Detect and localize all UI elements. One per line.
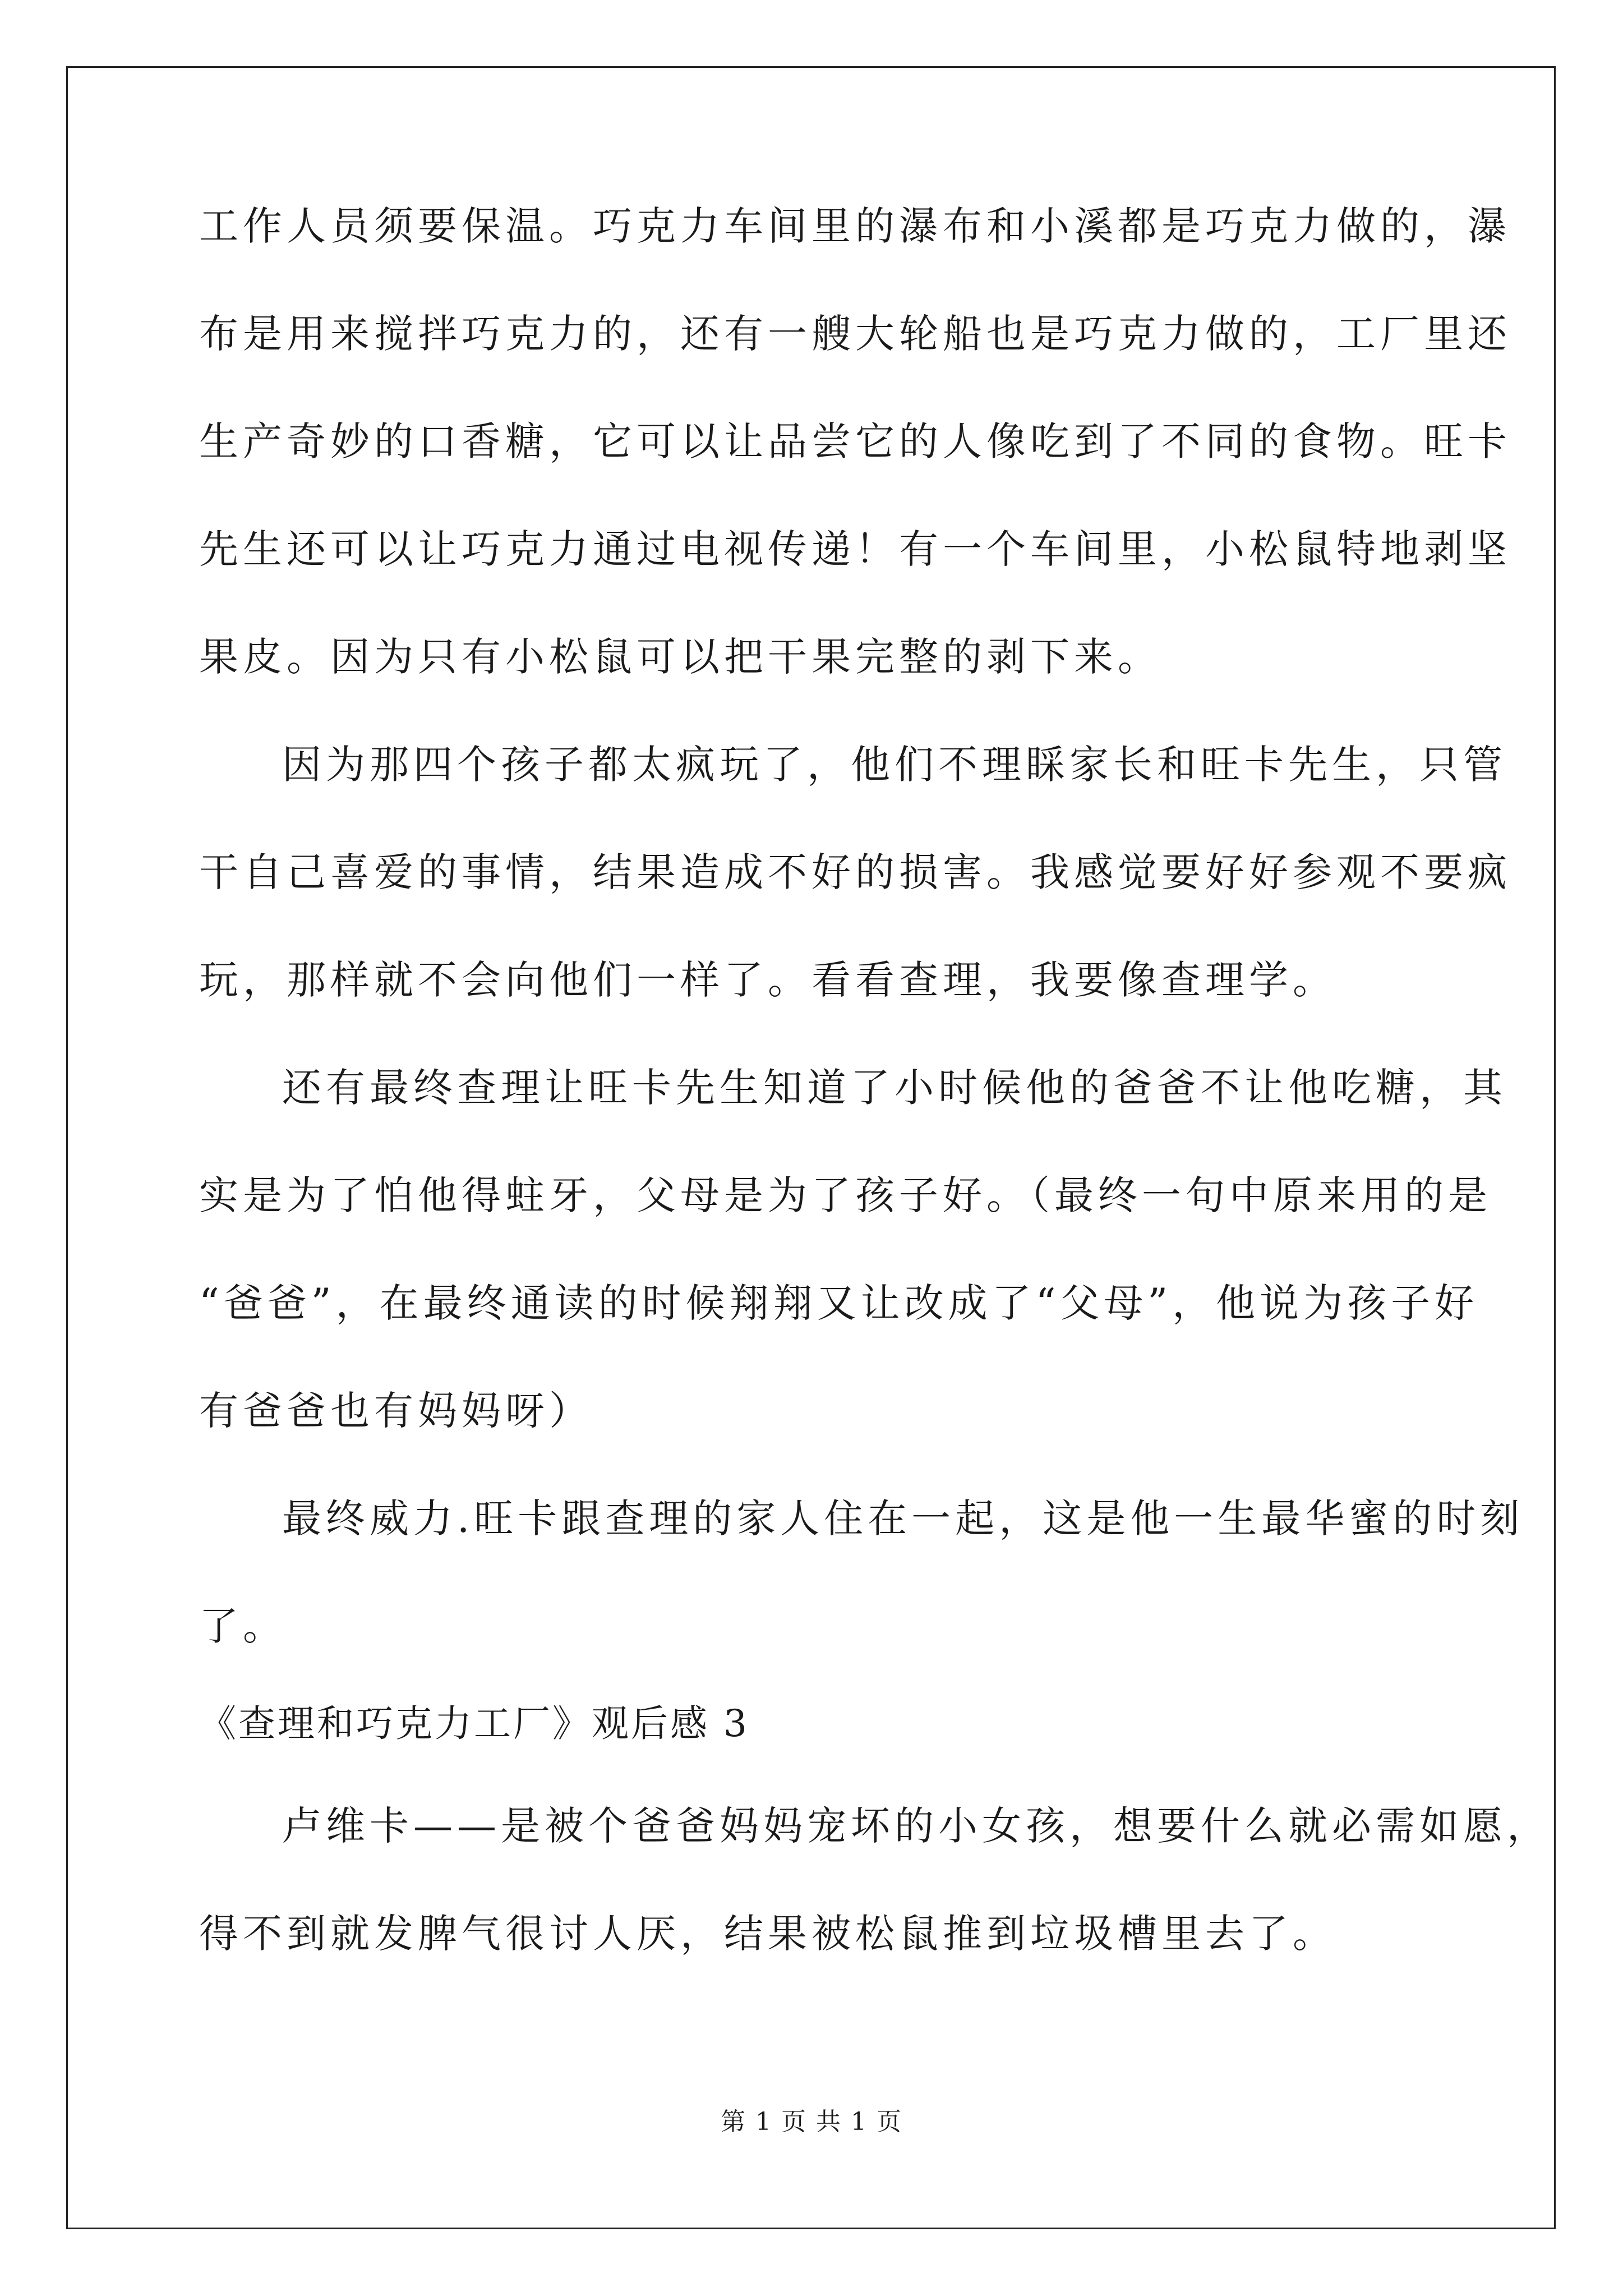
text-line: 果皮。因为只有小松鼠可以把干果完整的剥下来。 <box>199 634 1161 680</box>
text-line: 得不到就发脾气很讨人厌，结果被松鼠推到垃圾槽里去了。 <box>199 1911 1336 1957</box>
text-line: 卢维卡——是被个爸爸妈妈宠坏的小女孩，想要什么就必需如愿， <box>282 1803 1551 1849</box>
text-line: “爸爸”，在最终通读的时候翔翔又让改成了“父母”，他说为孩子好 <box>199 1280 1479 1326</box>
text-line: 最终威力.旺卡跟查理的家人住在一起，这是他一生最华蜜的时刻 <box>282 1496 1524 1542</box>
paragraph-3 <box>199 1061 1507 1438</box>
text-line: 生产奇妙的口香糖，它可以让品尝它的人像吃到了不同的食物。旺卡 <box>199 418 1511 464</box>
text-line: 工作人员须要保温。巧克力车间里的瀑布和小溪都是巧克力做的，瀑 <box>199 203 1511 249</box>
text-line: 有爸爸也有妈妈呀） <box>199 1388 593 1434</box>
text-line: 还有最终查理让旺卡先生知道了小时候他的爸爸不让他吃糖，其 <box>282 1065 1507 1111</box>
text-line: 了。 <box>199 1603 287 1649</box>
document-body <box>199 199 1551 1961</box>
paragraph-2 <box>199 738 1511 1007</box>
text-line: 因为那四个孩子都太疯玩了，他们不理睬家长和旺卡先生，只管 <box>282 742 1507 788</box>
paragraph-1 <box>199 199 1511 684</box>
text-line: 先生还可以让巧克力通过电视传递！有一个车间里，小松鼠特地剥坚 <box>199 526 1511 572</box>
text-line: 玩，那样就不会向他们一样了。看看查理，我要像查理学。 <box>199 957 1336 1003</box>
text-line: 干自己喜爱的事情，结果造成不好的损害。我感觉要好好参观不要疯 <box>199 849 1511 895</box>
text-line: 实是为了怕他得蛀牙，父母是为了孩子好。（最终一句中原来用的是 <box>199 1172 1492 1218</box>
page-number-footer: 第 1 页 共 1 页 <box>721 2108 902 2136</box>
text-line: 布是用来搅拌巧克力的，还有一艘大轮船也是巧克力做的，工厂里还 <box>199 311 1511 357</box>
paragraph-5 <box>199 1799 1551 1961</box>
paragraph-4 <box>199 1492 1524 1653</box>
heading-text: 《查理和巧克力工厂》观后感 3 <box>199 1702 749 1745</box>
section-heading <box>199 1697 1428 1751</box>
